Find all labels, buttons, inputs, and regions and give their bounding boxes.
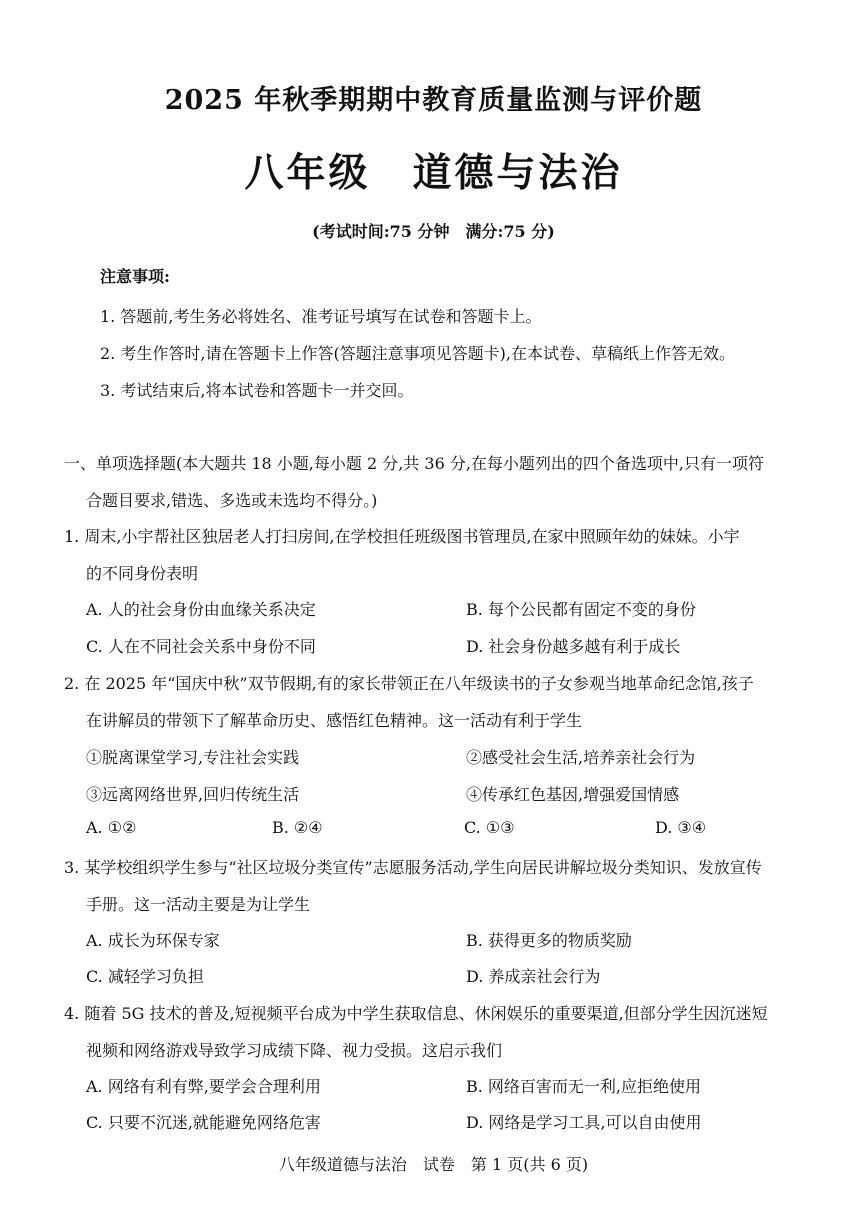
note-item: 1. 答题前,考生务必将姓名、准考证号填写在试卷和答题卡上。 — [100, 307, 542, 326]
option-b: B. 网络百害而无一利,应拒绝使用 — [466, 1077, 702, 1096]
exam-subject: 八年级 道德与法治 — [244, 150, 623, 196]
section-heading: 一、单项选择题(本大题共 18 小题,每小题 2 分,共 36 分,在每小题列出的四个备选项中,只有一项符 — [64, 454, 765, 473]
question-stem: 1. 周末,小宇帮社区独居老人打扫房间,在学校担任班级图书管理员,在家中照顾年幼的妹妹。小宇 — [64, 527, 740, 546]
option-d: D. ③④ — [655, 818, 707, 837]
question-stem-cont: 在讲解员的带领下了解革命历史、感悟红色精神。这一活动有利于学生 — [86, 711, 583, 730]
question-stem: 4. 随着 5G 技术的普及,短视频平台成为中学生获取信息、休闲娱乐的重要渠道,但部分学生因沉迷短 — [64, 1004, 768, 1023]
section-heading-cont: 合题目要求,错选、多选或未选均不得分。) — [86, 491, 378, 510]
statement-3: ③远离网络世界,回归传统生活 — [86, 785, 300, 804]
option-c: C. 人在不同社会关系中身份不同 — [86, 637, 316, 656]
exam-info: (考试时间:75 分钟 满分:75 分) — [312, 222, 555, 241]
option-a: A. ①② — [86, 818, 137, 837]
option-a: A. 网络有利有弊,要学会合理利用 — [86, 1077, 321, 1096]
page-footer: 八年级道德与法治 试卷 第 1 页(共 6 页) — [278, 1155, 589, 1174]
question-stem: 2. 在 2025 年“国庆中秋”双节假期,有的家长带领正在八年级读书的子女参观当地革命纪念馆,孩子 — [64, 674, 754, 693]
option-d: D. 社会身份越多越有利于成长 — [466, 637, 681, 656]
exam-title: 2025 年秋季期期中教育质量监测与评价题 — [164, 85, 703, 116]
question-stem-cont: 手册。这一活动主要是为让学生 — [86, 895, 311, 914]
note-item: 2. 考生作答时,请在答题卡上作答(答题注意事项见答题卡),在本试卷、草稿纸上作答无效。 — [100, 344, 736, 363]
option-b: B. 每个公民都有固定不变的身份 — [466, 600, 696, 619]
option-d: D. 养成亲社会行为 — [466, 967, 601, 986]
option-c: C. 只要不沉迷,就能避免网络危害 — [86, 1113, 321, 1132]
option-b: B. ②④ — [272, 818, 323, 837]
option-a: A. 人的社会身份由血缘关系决定 — [86, 600, 316, 619]
option-d: D. 网络是学习工具,可以自由使用 — [466, 1113, 702, 1132]
note-item: 3. 考试结束后,将本试卷和答题卡一并交回。 — [100, 381, 414, 400]
option-a: A. 成长为环保专家 — [86, 931, 220, 950]
statement-1: ①脱离课堂学习,专注社会实践 — [86, 748, 300, 767]
question-stem: 3. 某学校组织学生参与“社区垃圾分类宣传”志愿服务活动,学生向居民讲解垃圾分类知识、发放宣传 — [64, 858, 762, 877]
question-stem-cont: 视频和网络游戏导致学习成绩下降、视力受损。这启示我们 — [86, 1041, 503, 1060]
notes-title: 注意事项: — [100, 267, 170, 286]
option-c: C. 减轻学习负担 — [86, 967, 204, 986]
statement-2: ②感受社会生活,培养亲社会行为 — [466, 748, 696, 767]
option-b: B. 获得更多的物质奖励 — [466, 931, 632, 950]
statement-4: ④传承红色基因,增强爱国情感 — [466, 785, 680, 804]
option-c: C. ①③ — [464, 818, 515, 837]
question-stem-cont: 的不同身份表明 — [86, 564, 199, 583]
